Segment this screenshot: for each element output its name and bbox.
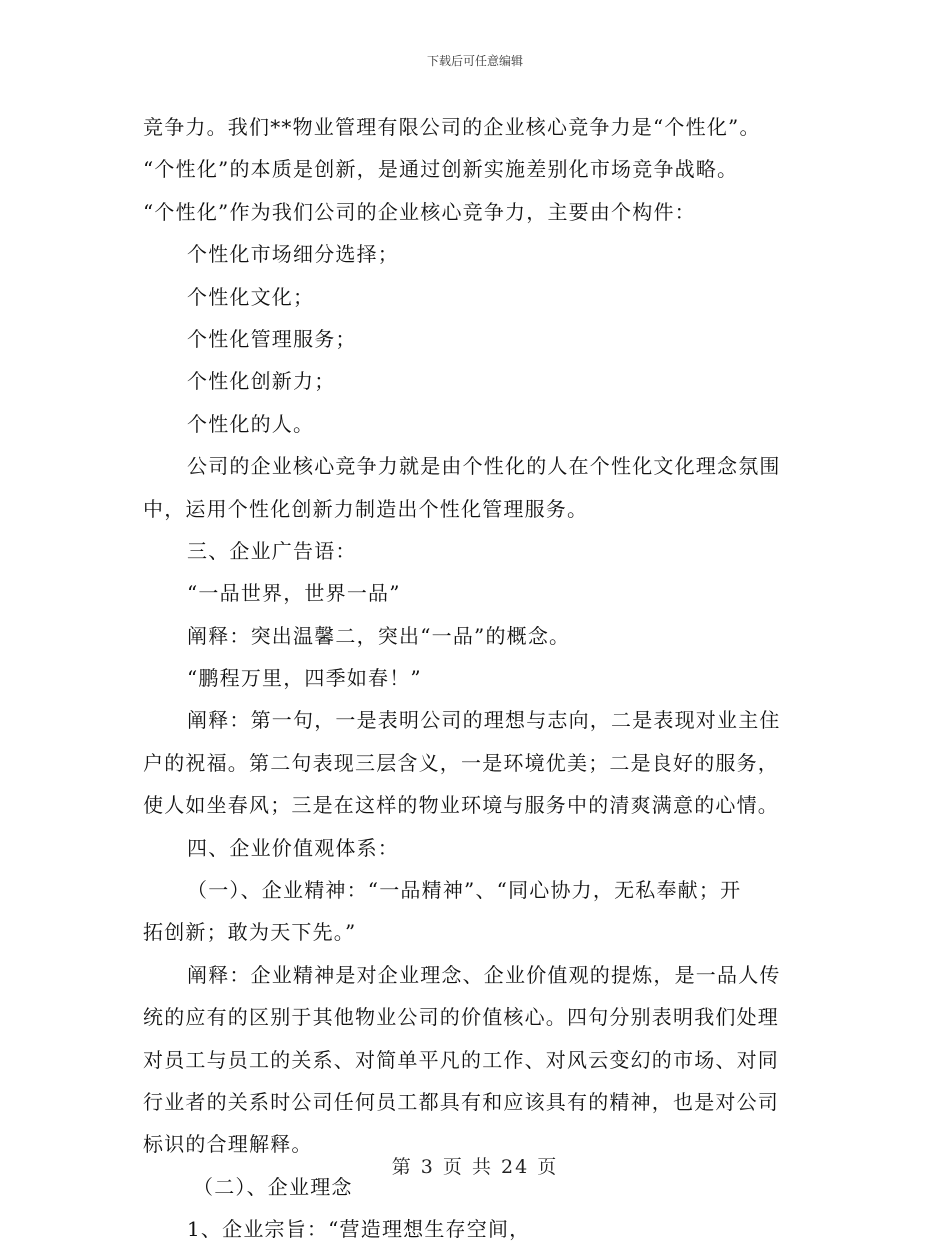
paragraph-line: 行业者的关系时公司任何员工都具有和应该具有的精神，也是对公司 (143, 1089, 779, 1114)
paragraph-line: 阐释：第一句，一是表明公司的理想与志向，二是表现对业主住 (187, 708, 781, 733)
list-item: 个性化市场细分选择； (187, 242, 399, 267)
paragraph-line: 拓创新；敢为天下先。” (143, 920, 357, 945)
paragraph-line: 公司的企业核心竞争力就是由个性化的人在个性化文化理念氛围 (187, 454, 781, 479)
paragraph-line: “个性化”的本质是创新，是通过创新实施差别化市场竞争战略。 (143, 157, 739, 182)
paragraph-line: 1、企业宗旨：“营造理想生存空间， (187, 1217, 531, 1242)
paragraph-line: “个性化”作为我们公司的企业核心竞争力，主要由个构件： (143, 199, 696, 224)
section-heading: 三、企业广告语： (187, 538, 357, 563)
section-heading: 四、企业价值观体系： (187, 835, 399, 860)
paragraph-line: 对员工与员工的关系、对简单平凡的工作、对风云变幻的市场、对同 (143, 1047, 779, 1072)
page-header: 下载后可任意编辑 (426, 54, 523, 68)
paragraph-line: 阐释：企业精神是对企业理念、企业价值观的提炼，是一品人传 (187, 962, 781, 987)
document-body (143, 106, 803, 1251)
paragraph-line: 阐释：突出温馨二，突出“一品”的概念。 (187, 623, 571, 648)
list-item: 个性化创新力； (187, 369, 336, 394)
list-item: 个性化文化； (187, 284, 315, 309)
subsection-heading: （二）、企业理念 (193, 1174, 353, 1199)
list-item: 个性化管理服务； (187, 326, 357, 351)
subsection-heading: （一）、企业精神：“一品精神”、“同心协力，无私奉献；开 (187, 878, 742, 903)
list-item: 个性化的人。 (187, 411, 315, 436)
slogan: “一品世界，世界一品” (187, 581, 401, 606)
slogan: “鹏程万里，四季如春！” (187, 666, 422, 691)
paragraph-line: 户的祝福。第二句表现三层含义，一是环境优美；二是良好的服务， (143, 750, 779, 775)
paragraph-line: 标识的合理解释。 (143, 1132, 313, 1157)
paragraph-line: 使人如坐春风；三是在这样的物业环境与服务中的清爽满意的心情。 (143, 793, 779, 818)
paragraph-line: 统的应有的区别于其他物业公司的价值核心。四句分别表明我们处理 (143, 1005, 779, 1030)
paragraph-line: 竞争力。我们**物业管理有限公司的企业核心竞争力是“个性化”。 (143, 115, 761, 139)
page-number: 第 3 页 共 24 页 (391, 1156, 559, 1178)
paragraph-line: 中，运用个性化创新力制造出个性化管理服务。 (143, 496, 589, 521)
